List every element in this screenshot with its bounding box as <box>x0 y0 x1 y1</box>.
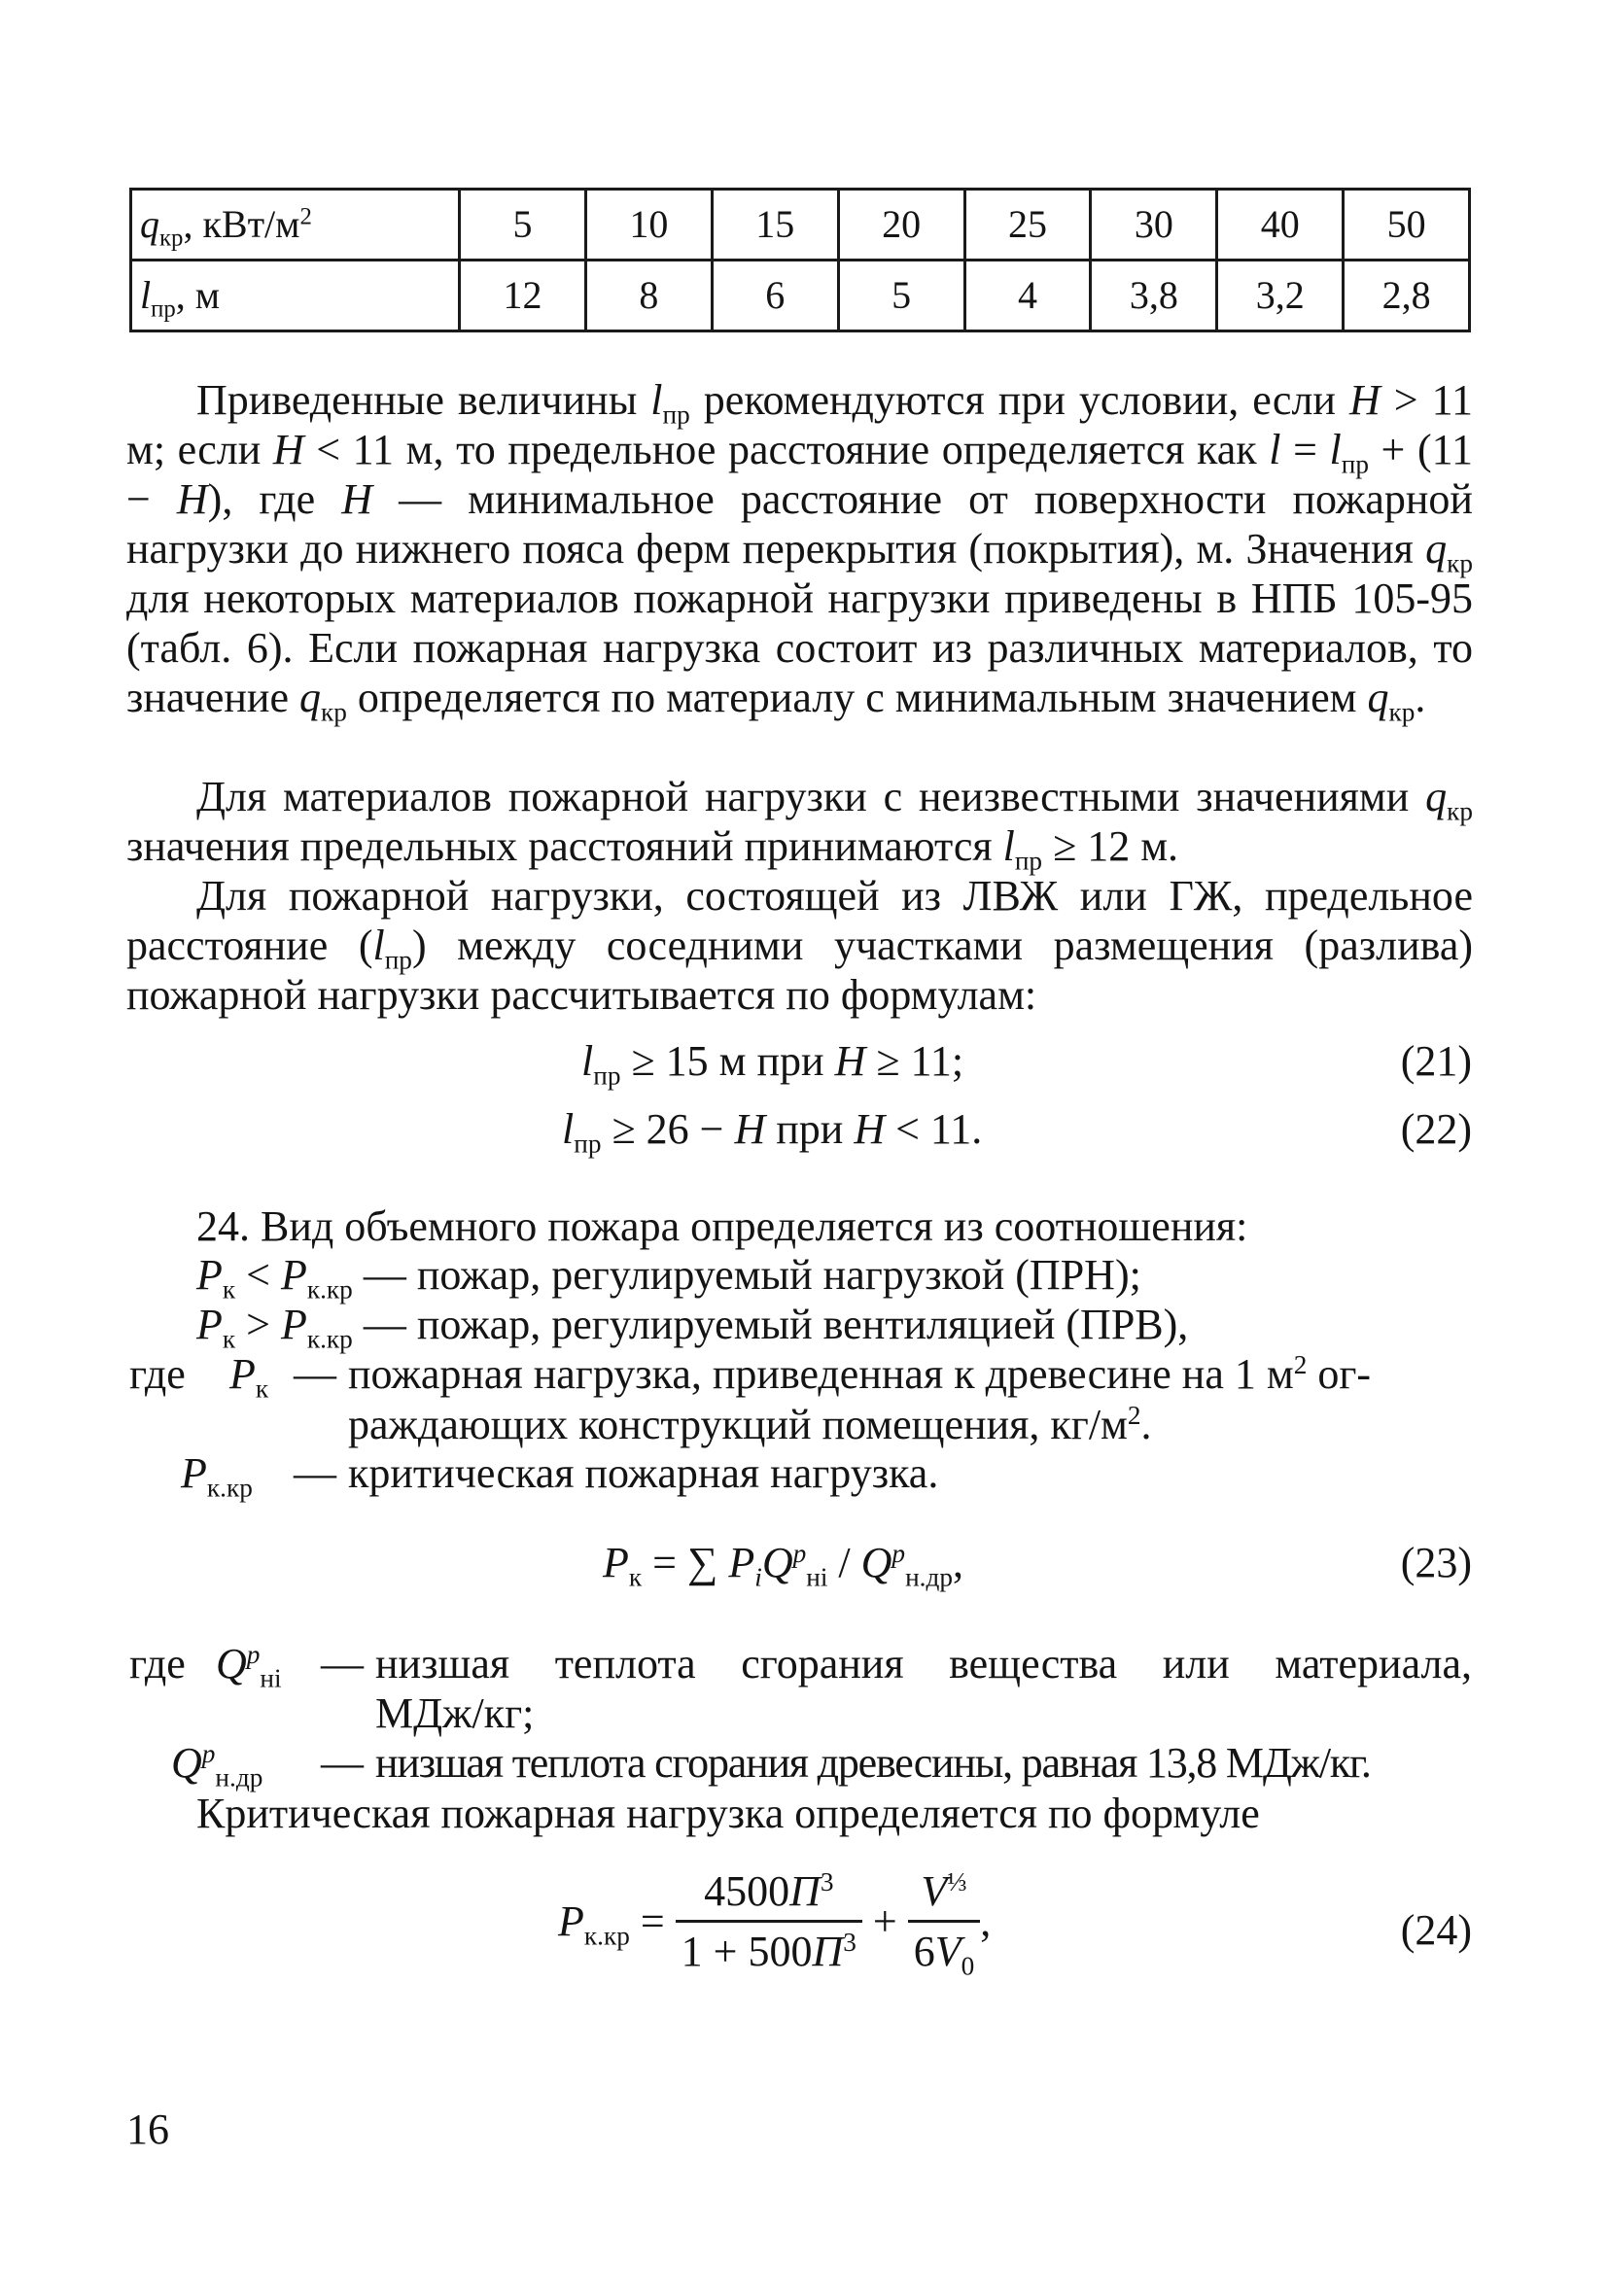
symbol-l: l <box>372 922 385 969</box>
subscript: 0 <box>961 1951 975 1981</box>
superscript: p <box>891 1539 906 1568</box>
def-dash: — <box>294 1350 336 1398</box>
subscript: кр <box>1447 548 1473 578</box>
subscript: к.кр <box>583 1921 630 1951</box>
symbol-h: H <box>1348 376 1381 424</box>
subscript: к <box>628 1562 643 1592</box>
paragraph-lvzh-gzh <box>126 871 1473 1020</box>
equation-number-24: (24) <box>1400 1906 1472 1954</box>
table-cell: 6 <box>712 261 838 331</box>
superscript: p <box>201 1739 216 1768</box>
subscript: нi <box>806 1562 828 1592</box>
text: ), где <box>207 475 342 523</box>
symbol-q: Q <box>860 1539 892 1586</box>
table-cell: 5 <box>838 261 964 331</box>
def-pk-symbol <box>229 1349 269 1404</box>
def-dash: — <box>294 1449 336 1497</box>
equation-number-22: (22) <box>1400 1105 1472 1153</box>
text: < 11. <box>885 1105 983 1153</box>
symbol-l: l <box>650 376 663 424</box>
plus-sign: + <box>861 1897 908 1945</box>
text: . <box>1140 1401 1152 1448</box>
row-label-q <box>131 190 460 261</box>
table-cell: 3,8 <box>1091 261 1217 331</box>
paragraph-lpr-values <box>126 375 1474 727</box>
text: ≥ 11; <box>865 1037 964 1085</box>
subscript: кр <box>320 697 347 727</box>
def-gde-label: где <box>129 1350 186 1398</box>
subscript: пр <box>1341 449 1369 479</box>
table-cell: 20 <box>838 190 964 261</box>
paragraph-unknown-materials <box>126 772 1473 876</box>
sum-symbol: ∑ <box>686 1539 729 1586</box>
superscript: 2 <box>1127 1401 1141 1430</box>
symbol-h: H <box>854 1105 886 1153</box>
text: Для материалов пожарной нагрузки с неизвестными значениями <box>196 773 1426 820</box>
table-cell: 50 <box>1344 190 1470 261</box>
table-cell: 40 <box>1217 190 1344 261</box>
symbol-q: q <box>140 202 159 246</box>
superscript: 2 <box>1293 1350 1308 1379</box>
text: рекомендуются при условии, если <box>689 376 1349 424</box>
subscript: пр <box>1014 846 1043 876</box>
symbol-h: H <box>734 1105 766 1153</box>
text: значения предельных расстояний принимаются <box>126 822 1003 870</box>
superscript: 3 <box>843 1928 856 1957</box>
text: = <box>642 1539 687 1586</box>
subscript: i <box>754 1562 762 1592</box>
symbol-pi: П <box>812 1928 844 1975</box>
text: 4500 <box>704 1867 790 1915</box>
table-cell: 2,8 <box>1344 261 1470 331</box>
def-pk-text-2 <box>348 1400 1152 1449</box>
text: ) между соседними участками размещения (разлива) пожарной нагрузки рассчитывается по формулам: <box>126 922 1473 1019</box>
text: определяется по материалу с минимальным значением <box>346 674 1368 721</box>
lhs <box>558 1896 630 1951</box>
condition-prn <box>196 1250 1141 1305</box>
symbol-q: q <box>298 674 321 721</box>
def-qni-text-1: низшая теплота сгорания вещества или материала, <box>375 1640 1472 1687</box>
symbol-h: H <box>176 475 208 523</box>
numerator <box>676 1866 862 1923</box>
text: . <box>1415 674 1426 721</box>
symbol-p: P <box>280 1251 307 1299</box>
text: 1 + 500 <box>681 1928 813 1975</box>
superscript: 2 <box>299 203 312 230</box>
symbol-l: l <box>1002 822 1015 870</box>
table-cell: 15 <box>712 190 838 261</box>
symbol-p: P <box>196 1251 223 1299</box>
table-cell: 8 <box>585 261 712 331</box>
subscript: к.кр <box>306 1274 353 1305</box>
symbol-q: Q <box>216 1640 247 1687</box>
unit-text: , кВт/м <box>183 202 300 246</box>
subscript: пр <box>574 1129 602 1159</box>
text: — пожар, регулируемый нагрузкой (ПРН); <box>352 1251 1141 1299</box>
equation-number-21: (21) <box>1400 1037 1472 1085</box>
def-gde-label: где <box>129 1640 186 1687</box>
subscript: н.др <box>215 1762 263 1792</box>
subscript: к <box>222 1274 236 1305</box>
subscript: пр <box>384 945 412 975</box>
denominator <box>908 1923 981 1981</box>
symbol-l: l <box>581 1037 594 1085</box>
subscript: пр <box>151 296 176 323</box>
subscript: кр <box>159 225 184 252</box>
def-pk-text-1 <box>348 1349 1371 1399</box>
text: ≥ 12 м. <box>1042 822 1179 870</box>
symbol-p: P <box>196 1301 223 1348</box>
subscript: кр <box>1388 697 1416 727</box>
table-row <box>131 190 1470 261</box>
superscript: p <box>792 1539 807 1568</box>
equation-number-23: (23) <box>1400 1539 1472 1586</box>
text: ≥ 26 − <box>601 1105 735 1153</box>
numerator <box>908 1866 981 1923</box>
superscript: p <box>246 1640 261 1669</box>
table-cell: 30 <box>1091 190 1217 261</box>
def-pkkr-symbol <box>181 1448 253 1503</box>
text: / <box>827 1539 861 1586</box>
equation-23 <box>603 1538 963 1592</box>
subscript: к <box>222 1324 236 1354</box>
symbol-q: Q <box>171 1739 202 1787</box>
text: < <box>235 1251 281 1299</box>
symbol-h: H <box>272 426 304 473</box>
text: Для пожарной нагрузки, состоящей из ЛВЖ или ГЖ, предельное расстояние ( <box>126 872 1473 969</box>
text: + (11 − <box>126 426 1473 523</box>
symbol-q: q <box>1425 525 1448 573</box>
text: > <box>235 1301 281 1348</box>
symbol-h: H <box>341 475 373 523</box>
symbol-p: P <box>229 1350 256 1398</box>
denominator <box>676 1923 862 1976</box>
text: — минимальное расстояние от поверхности пожарной нагрузки до нижнего пояса ферм перекрытия (покрытия), м. Значения <box>126 475 1473 573</box>
q-l-table <box>129 188 1471 332</box>
symbol-p: P <box>558 1897 584 1945</box>
text: пожарная нагрузка, приведенная к древесине на 1 м <box>348 1350 1294 1398</box>
text: , <box>952 1539 963 1586</box>
symbol-h: H <box>834 1037 866 1085</box>
def-qni-text-2: МДж/кг; <box>375 1689 535 1737</box>
symbol-p: P <box>181 1449 207 1497</box>
subscript: к.кр <box>306 1324 353 1354</box>
equation-24 <box>558 1866 992 1981</box>
text: — пожар, регулируемый вентиляцией (ПРВ), <box>352 1301 1189 1348</box>
def-qndr-text: низшая теплота сгорания древесины, равная 13,8 МДж/кг. <box>375 1739 1371 1787</box>
text: = <box>1280 426 1330 473</box>
table-cell: 25 <box>964 190 1091 261</box>
def-qndr-symbol <box>171 1738 263 1792</box>
fraction-2 <box>908 1866 981 1981</box>
symbol-p: P <box>603 1539 629 1586</box>
superscript: ⅓ <box>947 1867 967 1896</box>
equation-21 <box>581 1036 964 1091</box>
text: раждающих конструкций помещения, кг/м <box>348 1401 1128 1448</box>
subscript: к.кр <box>206 1473 253 1503</box>
subscript: пр <box>662 400 690 430</box>
symbol-l: l <box>1269 426 1281 473</box>
text: ≥ 15 м при <box>620 1037 835 1085</box>
table-cell: 12 <box>460 261 586 331</box>
def-qni-symbol <box>216 1639 282 1693</box>
def-dash: — <box>321 1739 364 1787</box>
symbol-v: V <box>921 1867 948 1915</box>
table-cell: 10 <box>585 190 712 261</box>
text: 6 <box>913 1928 935 1975</box>
symbol-v: V <box>934 1928 961 1975</box>
text: > 11 м; если <box>126 376 1474 473</box>
symbol-q: q <box>1425 773 1448 820</box>
symbol-l: l <box>1329 426 1342 473</box>
text: Приведенные величины <box>196 376 651 424</box>
section-24-intro: 24. Вид объемного пожара определяется из соотношения: <box>196 1202 1248 1250</box>
table-cell: 3,2 <box>1217 261 1344 331</box>
def-pkkr-text: критическая пожарная нагрузка. <box>348 1449 939 1497</box>
subscript: нi <box>260 1663 282 1693</box>
symbol-q: q <box>1367 674 1389 721</box>
subscript: пр <box>593 1061 621 1091</box>
text: ог- <box>1307 1350 1372 1398</box>
symbol-p: P <box>728 1539 755 1586</box>
equals-sign: = <box>629 1897 676 1945</box>
symbol-pi: П <box>789 1867 821 1915</box>
equation-22 <box>562 1104 983 1159</box>
text: < 11 м, то предельное расстояние определяется как <box>303 426 1270 473</box>
symbol-p: P <box>280 1301 307 1348</box>
symbol-l: l <box>140 273 152 317</box>
table-cell: 5 <box>460 190 586 261</box>
symbol-l: l <box>562 1105 575 1153</box>
subscript: к <box>255 1374 269 1404</box>
condition-prv <box>196 1300 1189 1354</box>
unit-text: , м <box>175 273 221 317</box>
subscript: н.др <box>905 1562 953 1592</box>
text: для некоторых материалов пожарной нагрузки приведены в НПБ 105-95 (табл. 6). Если пожарная нагрузка состоит из различных материалов, то значение <box>126 574 1473 721</box>
text: , <box>980 1897 992 1945</box>
critical-load-intro: Критическая пожарная нагрузка определяется по формуле <box>196 1790 1260 1837</box>
symbol-q: Q <box>761 1539 793 1586</box>
fraction-1 <box>676 1866 862 1976</box>
page-number: 16 <box>126 2105 169 2153</box>
def-dash: — <box>321 1640 364 1687</box>
row-label-l <box>131 261 460 331</box>
table-cell: 4 <box>964 261 1091 331</box>
table-row <box>131 261 1470 331</box>
superscript: 3 <box>820 1867 834 1896</box>
subscript: кр <box>1447 796 1473 826</box>
text: при <box>765 1105 855 1153</box>
